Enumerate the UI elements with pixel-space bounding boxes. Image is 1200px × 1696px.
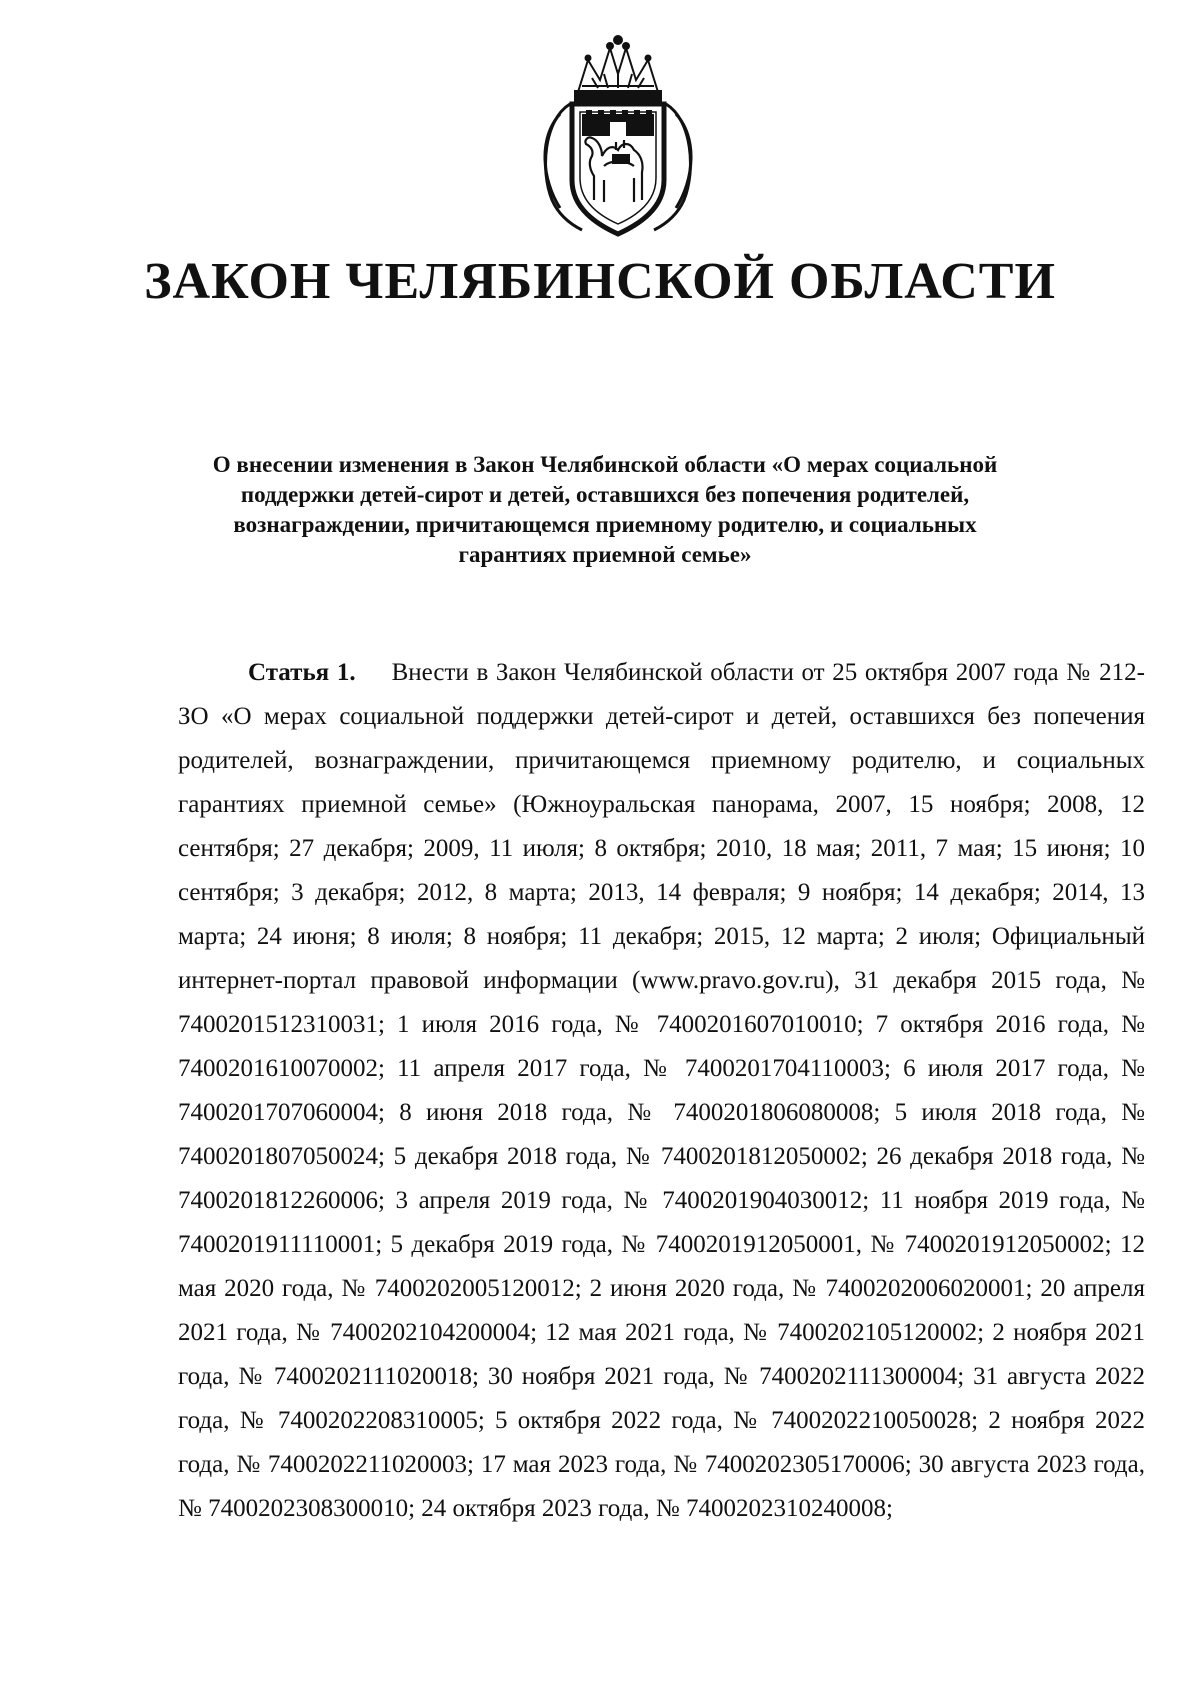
article-text: Внести в Закон Челябинской области от 25 октября 2007 года № 212-ЗО «О мерах социальной поддержки детей-сирот и детей, оставшихся без попечения родителей, вознаграждении, причитающемся приемному родителю, и социальных гарантиях приемной семье» (Южноуральская панорама, 2007, 15 ноября; 2008, 12 сентября; 27 декабря; 2009, 11 июля; 8 октября; 2010, 18 мая; 2011, 7 мая; 15 июня; 10 сентября; 3 декабря; 2012, 8 марта; 2013, 14 февраля; 9 ноября; 14 декабря; 2014, 13 марта; 24 июня; 8 июля; 8 ноября; 11 декабря; 2015, 12 марта; 2 июля; Официальный интернет-портал правовой информации (www.pravo.gov.ru), 31 декабря 2015 года, № 7400201512310031; 1 июля 2016 года, № 7400201607010010; 7 октября 2016 года, № 7400201610070002; 11 апреля 2017 года, № 7400201704110003; 6 июля 2017 года, № 7400201707060004; 8 июня 2018 года, № 7400201806080008; 5 июля 2018 года, № 7400201807050024; 5 декабря 2018 года, № 7400201812050002; 26 декабря 2018 года, № 7400201812260006; 3 апреля 2019 года, № 7400201904030012; 11 ноября 2019 года, № 7400201911110001; 5 декабря 2019 года, № 7400201912050001, № 7400201912050002; 12 мая 2020 года, № 7400202005120012; 2 июня 2020 года, № 7400202006020001; 20 апреля 2021 года, № 7400202104200004; 12 мая 2021 года, № 7400202105120002; 2 ноября 2021 года, № 7400202111020018; 30 ноября 2021 года, № 7400202111300004; 31 августа 2022 года, № 7400202208310005; 5 октября 2022 года, № 7400202210050028; 2 ноября 2022 года, № 7400202211020003; 17 мая 2023 года, № 7400202305170006; 30 августа 2023 года, № 7400202308300010; 24 октября 2023 года, № 7400202310240008; xyxy=(178,659,1145,1522)
article-1 xyxy=(178,651,1145,1531)
chelyabinsk-coat-of-arms-icon xyxy=(530,30,706,240)
camel-pack xyxy=(612,154,630,164)
article-label: Статья 1. xyxy=(248,659,356,686)
crown-icon xyxy=(578,36,658,92)
crown-band xyxy=(574,90,662,102)
document-subtitle: О внесении изменения в Закон Челябинской области «О мерах социальной поддержки детей-сирот и детей, оставшихся без попечения родителей, вознаграждении, причитающемся приемному родителю, и социальных гарантиях приемной семье» xyxy=(212,452,998,567)
document-title: ЗАКОН ЧЕЛЯБИНСКОЙ ОБЛАСТИ xyxy=(144,253,1056,310)
